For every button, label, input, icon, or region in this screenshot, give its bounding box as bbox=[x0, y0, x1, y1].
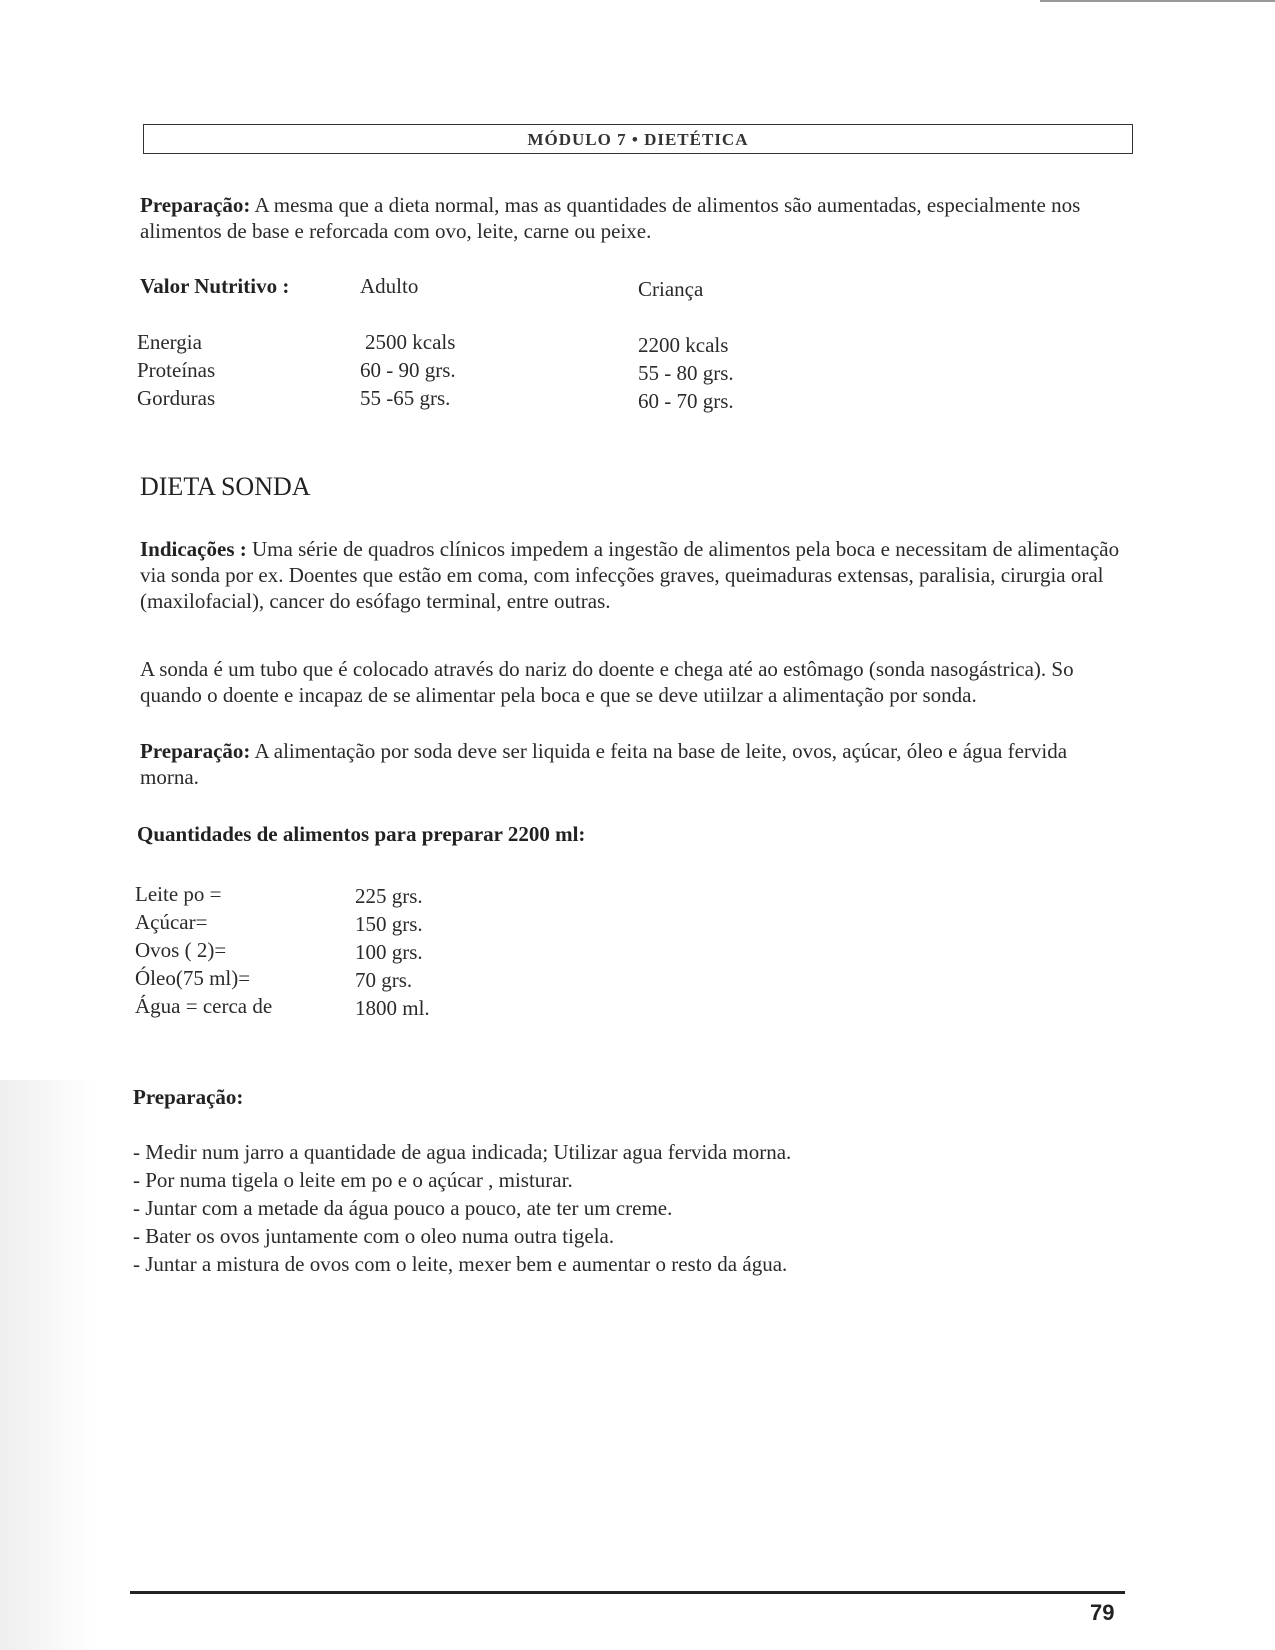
indications-paragraph bbox=[140, 536, 1130, 614]
child-value: 2200 kcals bbox=[638, 333, 729, 357]
preparation-steps-list bbox=[133, 1138, 1133, 1278]
nutrient-name: Proteínas bbox=[137, 358, 216, 382]
preparation-step: - Juntar com a metade da água pouco a pouco, ate ter um creme. bbox=[133, 1196, 673, 1220]
ingredient-name: Água = cerca de bbox=[135, 994, 273, 1018]
module-title: MÓDULO 7 • DIETÉTICA bbox=[527, 130, 749, 149]
indications-text: Uma série de quadros clínicos impedem a ingestão de alimentos pela boca e necessitam de alimentação via sonda por ex. Doentes que estão em coma, com infecções graves, queimaduras extensas, paralisia, cirurgia oral (maxilofacial), cancer do esófago terminal, entre outras. bbox=[140, 537, 1120, 613]
section-heading: DIETA SONDA bbox=[140, 472, 311, 501]
adult-value: 55 -65 grs. bbox=[360, 386, 451, 410]
adult-column-header: Adulto bbox=[360, 274, 419, 298]
ingredient-name: Óleo(75 ml)= bbox=[135, 966, 251, 990]
nutritive-value-label: Valor Nutritivo : bbox=[140, 274, 290, 298]
ingredient-qty: 70 grs. bbox=[355, 968, 413, 992]
adult-value: 60 - 90 grs. bbox=[360, 358, 456, 382]
child-value: 60 - 70 grs. bbox=[638, 389, 734, 413]
ingredient-name: Leite po = bbox=[135, 882, 222, 906]
adult-value: 2500 kcals bbox=[365, 330, 456, 354]
ingredient-qty: 225 grs. bbox=[355, 884, 423, 908]
page-number: 79 bbox=[1090, 1600, 1115, 1625]
scan-shadow bbox=[0, 1080, 95, 1650]
nutrient-names bbox=[137, 328, 215, 412]
preparation-step: - Bater os ovos juntamente com o oleo numa outra tigela. bbox=[133, 1224, 615, 1248]
preparation-steps-heading: Preparação: bbox=[133, 1085, 244, 1109]
ingredient-quantities bbox=[355, 882, 430, 1022]
ingredient-qty: 1800 ml. bbox=[355, 996, 430, 1020]
ingredient-name: Ovos ( 2)= bbox=[135, 938, 227, 962]
ingredient-qty: 150 grs. bbox=[355, 912, 423, 936]
top-edge-line bbox=[1040, 0, 1275, 2]
preparation-step: - Por numa tigela o leite em po e o açúcar , misturar. bbox=[133, 1168, 573, 1192]
preparation-paragraph bbox=[140, 192, 1130, 244]
quantities-heading: Quantidades de alimentos para preparar 2200 ml: bbox=[137, 822, 586, 846]
preparation-text: A mesma que a dieta normal, mas as quantidades de alimentos são aumentadas, especialmente nos alimentos de base e reforcada com ovo, leite, carne ou peixe. bbox=[140, 193, 1081, 243]
adult-values bbox=[360, 328, 456, 412]
child-value: 55 - 80 grs. bbox=[638, 361, 734, 385]
ingredient-name: Açúcar= bbox=[135, 910, 208, 934]
module-header bbox=[143, 124, 1133, 154]
sonda-description-paragraph: A sonda é um tubo que é colocado através do nariz do doente e chega até ao estômago (sonda nasogástrica). So quando o doente e incapaz de se alimentar pela boca e que se deve utiilzar a alimentação por sonda. bbox=[140, 657, 1074, 707]
nutrient-name: Energia bbox=[137, 330, 202, 354]
ingredient-names bbox=[135, 880, 272, 1020]
nutrient-name: Gorduras bbox=[137, 386, 216, 410]
preparation-label: Preparação: bbox=[140, 193, 251, 217]
indications-label: Indicações : bbox=[140, 537, 247, 561]
footer-rule bbox=[130, 1591, 1125, 1594]
child-column-header: Criança bbox=[638, 277, 704, 301]
child-values bbox=[638, 331, 734, 415]
feeding-preparation-label: Preparação: bbox=[140, 739, 251, 763]
preparation-step: - Medir num jarro a quantidade de agua indicada; Utilizar agua fervida morna. bbox=[133, 1140, 792, 1164]
feeding-preparation-paragraph bbox=[140, 738, 1130, 790]
feeding-preparation-text: A alimentação por soda deve ser liquida e feita na base de leite, ovos, açúcar, óleo e água fervida morna. bbox=[140, 739, 1068, 789]
ingredient-qty: 100 grs. bbox=[355, 940, 423, 964]
preparation-step: - Juntar a mistura de ovos com o leite, mexer bem e aumentar o resto da água. bbox=[133, 1252, 788, 1276]
